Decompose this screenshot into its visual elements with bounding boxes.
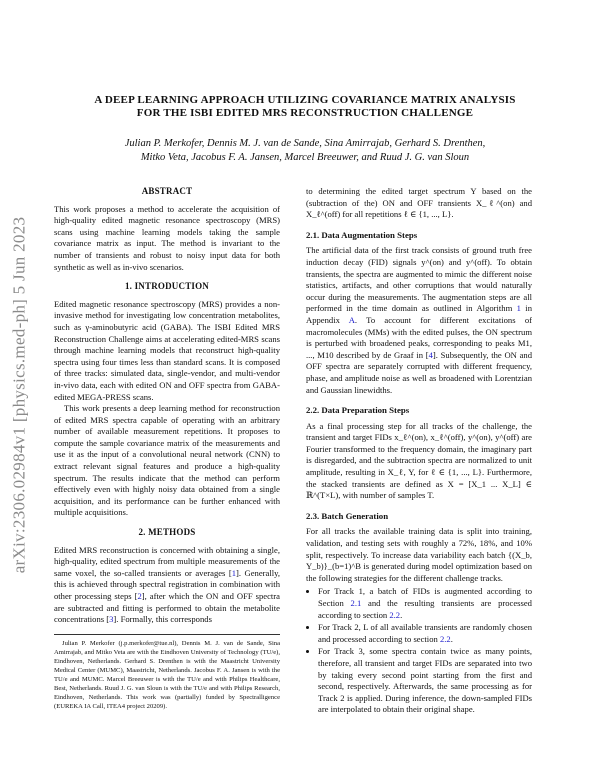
section-2-3-heading: 2.3. Batch Generation	[306, 510, 389, 521]
abstract-heading: ABSTRACT	[141, 186, 193, 196]
methods-heading: 2. METHODS	[138, 527, 196, 538]
author-list	[60, 137, 550, 165]
section-2-1-heading: 2.1. Data Augmentation Steps	[306, 229, 418, 240]
right-column	[306, 186, 532, 717]
section-2-1-text: The artificial data of the first track consists of ground truth free induction decay (FID) signals y^(on) and y^(off). To obtain transients, the spectra are augmented to mimic the different noise statistics, artifacts, and other corruptions that would naturally occur during the measurements. The augmentation steps are all performed in the time domain as outlined in Algorithm 1 in Appendix A. To account for different excitations of macromolecules (MMs) with the edited pulses, the ON spectrum is perturbed with broadened peaks, corresponding to peaks M1, ..., M10 described by de Graaf in [4]. Subsequently, the ON and OFF spectra are separately corrupted with different frequency, phase, and amplitude noise as well as broadened with Lorentzian and Gaussian linewidths.	[306, 245, 532, 395]
arxiv-stamp: arXiv:2306.02984v1 [physics.med-ph] 5 Jun 2023	[9, 216, 29, 574]
citation-link-3[interactable]: 3	[109, 614, 114, 625]
title-line-1: A DEEP LEARNING APPROACH UTILIZING COVARIANCE MATRIX ANALYSIS	[94, 94, 516, 106]
section-2-2-heading: 2.2. Data Preparation Steps	[306, 405, 410, 416]
track-strategy-list	[306, 586, 532, 716]
title-line-2: FOR THE ISBI EDITED MRS RECONSTRUCTION CHALLENGE	[136, 107, 474, 119]
algorithm-link[interactable]: 1	[516, 303, 521, 314]
list-item: • For Track 3, some spectra contain twice as many points, therefore, all transient and target FIDs are separated into two by taking every second point starting from the first and second, respectively. Afterwards, the same processing as for Track 2 is applied. During inference, the down-sampled FIDs are interpolated to obtain their original shape.	[318, 646, 532, 716]
intro-paragraph-2: This work presents a deep learning method for reconstruction of edited MRS spectra capable of operating with an arbitrary number of available measurement repetitions. It proposes to compute the sample covariance matrix of the measurements and use it as the input of a convolutional neural network (CNN) to extract relevant signal features and produce a high-quality spectrum. The results indicate that the method can perform effectively even with highly noisy data obtained from a single acquisition, and its performance can be further enhanced with multiple acquisitions.	[54, 403, 280, 518]
citation-link-1[interactable]: 1	[231, 567, 237, 578]
section-2-3-intro: For all tracks the available training data is split into training, validation, and testing sets with roughly a 72%, 18%, and 10% split, respectively. To increase data variability each batch {(X_b, Y_b)}_(b=1)^B is generated during model optimization based on the following strategies for the different challenge tracks.	[306, 526, 532, 583]
section-link-2-2b[interactable]: 2.2	[439, 633, 451, 644]
left-column	[54, 186, 280, 711]
citation-link-2[interactable]: 2	[137, 591, 142, 601]
authors-line-2: Mitko Veta, Jacobus F. A. Jansen, Marcel Breeuwer, and Ruud J. G. van Sloun	[140, 152, 470, 163]
list-item: • For Track 1, a batch of FIDs is augmented according to Section 2.1 and the resulting transients are processed according to section 2.2.	[318, 586, 532, 621]
paper-title	[60, 94, 550, 120]
authors-line-1: Julian P. Merkofer, Dennis M. J. van de Sande, Sina Amirrajab, Gerhard S. Drenthen,	[124, 138, 486, 149]
methods-continuation: to determining the edited target spectrum Y based on the (subtraction of the) ON and OFF transients X_ℓ^(on) and X_ℓ^(off) for all repetitions ℓ ∈ {1, ..., L}.	[306, 186, 532, 220]
methods-paragraph-1: Edited MRS reconstruction is concerned with obtaining a single, high-quality, edited spectrum from multiple measurements of the same voxel, the so-called transients or averages [1]. Generally, this is achieved through spectral registration in combination with other processing steps [2], after which the ON and OFF spectra are subtracted and fitting is performed to obtain the metabolite concentrations [3]. Formally, this corresponds	[54, 544, 280, 625]
appendix-link[interactable]: A	[348, 314, 355, 325]
citation-link-4[interactable]: 4	[428, 349, 433, 360]
abstract-text: This work proposes a method to accelerate the acquisition of high-quality edited magnetic resonance spectroscopy (MRS) scans using machine learning models taking the sample covariance matrix as input. The method is invariant to the number of transients and robust to noisy input data for both synthetic as well as in-vivo scenarios.	[54, 203, 280, 272]
section-link-2-2[interactable]: 2.2	[389, 609, 401, 620]
section-2-2-text: As a final processing step for all tracks of the challenge, the transient and target FIDs x_ℓ^(on), x_ℓ^(off), y^(on), y^(off) are Fourier transformed to the frequency domain, the imaginary part is disregarded, and the subtraction spectra are normalized to unit amplitude, resulting in X_ℓ, Y, for ℓ ∈ {1, ..., L}. Furthermore, the stacked transients are defined as X = [X_1 ... X_L] ∈ ℝ^(T×L), with number of samples T.	[306, 420, 532, 501]
section-link-2-1[interactable]: 2.1	[350, 598, 362, 608]
affiliation-footnote: Julian P. Merkofer (j.p.merkofer@tue.nl), Dennis M. J. van de Sande, Sina Amirrajab, and Mitko Veta are with the Eindhoven University of Technology (TU/e), Eindhoven, Netherlands. Gerhard S. Drenthen is with the Maastricht University Medical Center (MUMC), Maastricht, Netherlands. Jacobus F. A. Jansen is with the TU/e and MUMC. Marcel Breeuwer is with the TU/e and with Philips Healthcare, Best, Netherlands. Ruud J. G. van Sloun is with the TU/e and with Philips Research, Eindhoven, Netherlands. This work was (partially) funded by Spectralligence (EUREKA IA Call, ITEA4 project 20209).	[54, 634, 280, 711]
list-item: • For Track 2, L of all available transients are randomly chosen and processed according to section 2.2.	[318, 622, 532, 645]
introduction-heading: 1. INTRODUCTION	[124, 281, 209, 292]
intro-paragraph-1: Edited magnetic resonance spectroscopy (MRS) provides a non-invasive method for investigating low concentration metabolites, such as γ-aminobutyric acid (GABA). The ISBI Edited MRS Reconstruction Challenge aims at accelerating edited-MRS scans through machine learning models that reconstruct high-quality spectra using four times less than standard scans. It is composed of three tracks: simulated data, single-vendor, and multi-vendor in-vivo data, each with edited ON and OFF spectra from GABA-edited MEGA-PRESS scans.	[54, 298, 280, 402]
